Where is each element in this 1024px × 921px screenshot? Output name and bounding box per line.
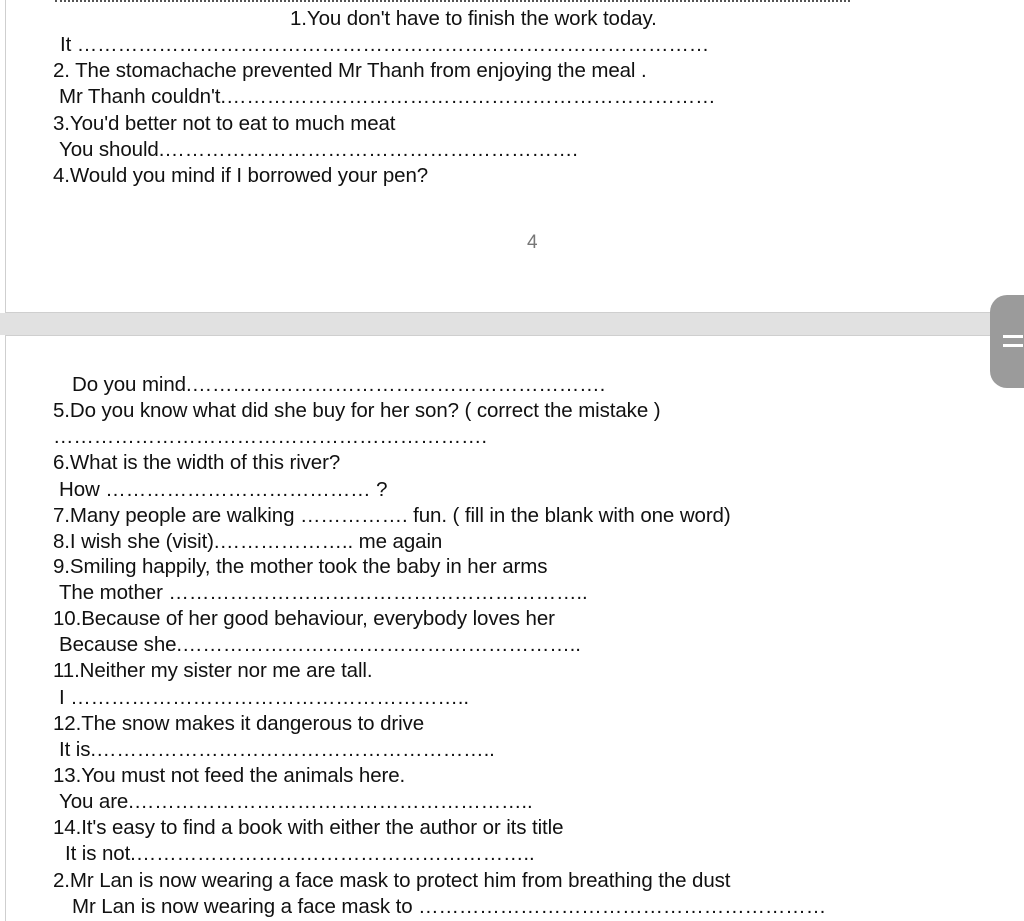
page-gap (0, 313, 1024, 335)
scroll-handle[interactable] (990, 295, 1024, 388)
question-3: 3.You'd better not to eat to much meat (53, 112, 396, 135)
answer-line-9: The mother …………………………………………………….. (59, 581, 588, 604)
question-11: 11.Neither my sister nor me are tall. (53, 659, 373, 682)
question-14: 14.It's easy to find a book with either the author or its title (53, 816, 564, 839)
answer-line-13: You are.………………………………………………….. (59, 790, 533, 813)
page-number: 4 (527, 232, 538, 253)
answer-line-1: It ………………………………………………………………………………… (60, 33, 710, 56)
answer-line-14: It is not.………………………………………………….. (65, 842, 535, 865)
question-1: 1.You don't have to finish the work today. (290, 7, 657, 30)
answer-line-12: It is.………………………………………………….. (59, 738, 495, 761)
answer-line-10: Because she.………………………………………………….. (59, 633, 581, 656)
answer-line-11: I ………………………………………………….. (59, 686, 469, 709)
question-9: 9.Smiling happily, the mother took the baby in her arms (53, 555, 548, 578)
grip-line-icon (1003, 335, 1023, 338)
question-2b: 2.Mr Lan is now wearing a face mask to protect him from breathing the dust (53, 869, 731, 892)
answer-line-4: Do you mind.……………………………………………………. (72, 373, 606, 396)
question-8: 8.I wish she (visit).……………….. me again (53, 530, 443, 553)
question-4: 4.Would you mind if I borrowed your pen? (53, 164, 429, 187)
answer-line-5: ………………………………………………………. (53, 425, 487, 448)
question-12: 12.The snow makes it dangerous to drive (53, 712, 424, 735)
answer-line-2b: Mr Lan is now wearing a face mask to …………………………………………………… (72, 895, 827, 918)
grip-line-icon (1003, 344, 1023, 347)
question-10: 10.Because of her good behaviour, everybody loves her (53, 607, 555, 630)
question-13: 13.You must not feed the animals here. (53, 764, 406, 787)
top-dotted-line (55, 0, 850, 4)
answer-line-6: How ………………………………… ? (59, 478, 388, 501)
answer-line-2: Mr Thanh couldn't.……………………………………………………………… (59, 85, 716, 108)
question-5: 5.Do you know what did she buy for her son? ( correct the mistake ) (53, 399, 661, 422)
question-6: 6.What is the width of this river? (53, 451, 341, 474)
question-2: 2. The stomachache prevented Mr Thanh from enjoying the meal . (53, 59, 647, 82)
answer-line-3: You should.……………………………………………………. (59, 138, 578, 161)
question-7: 7.Many people are walking ……………. fun. ( fill in the blank with one word) (53, 504, 731, 527)
